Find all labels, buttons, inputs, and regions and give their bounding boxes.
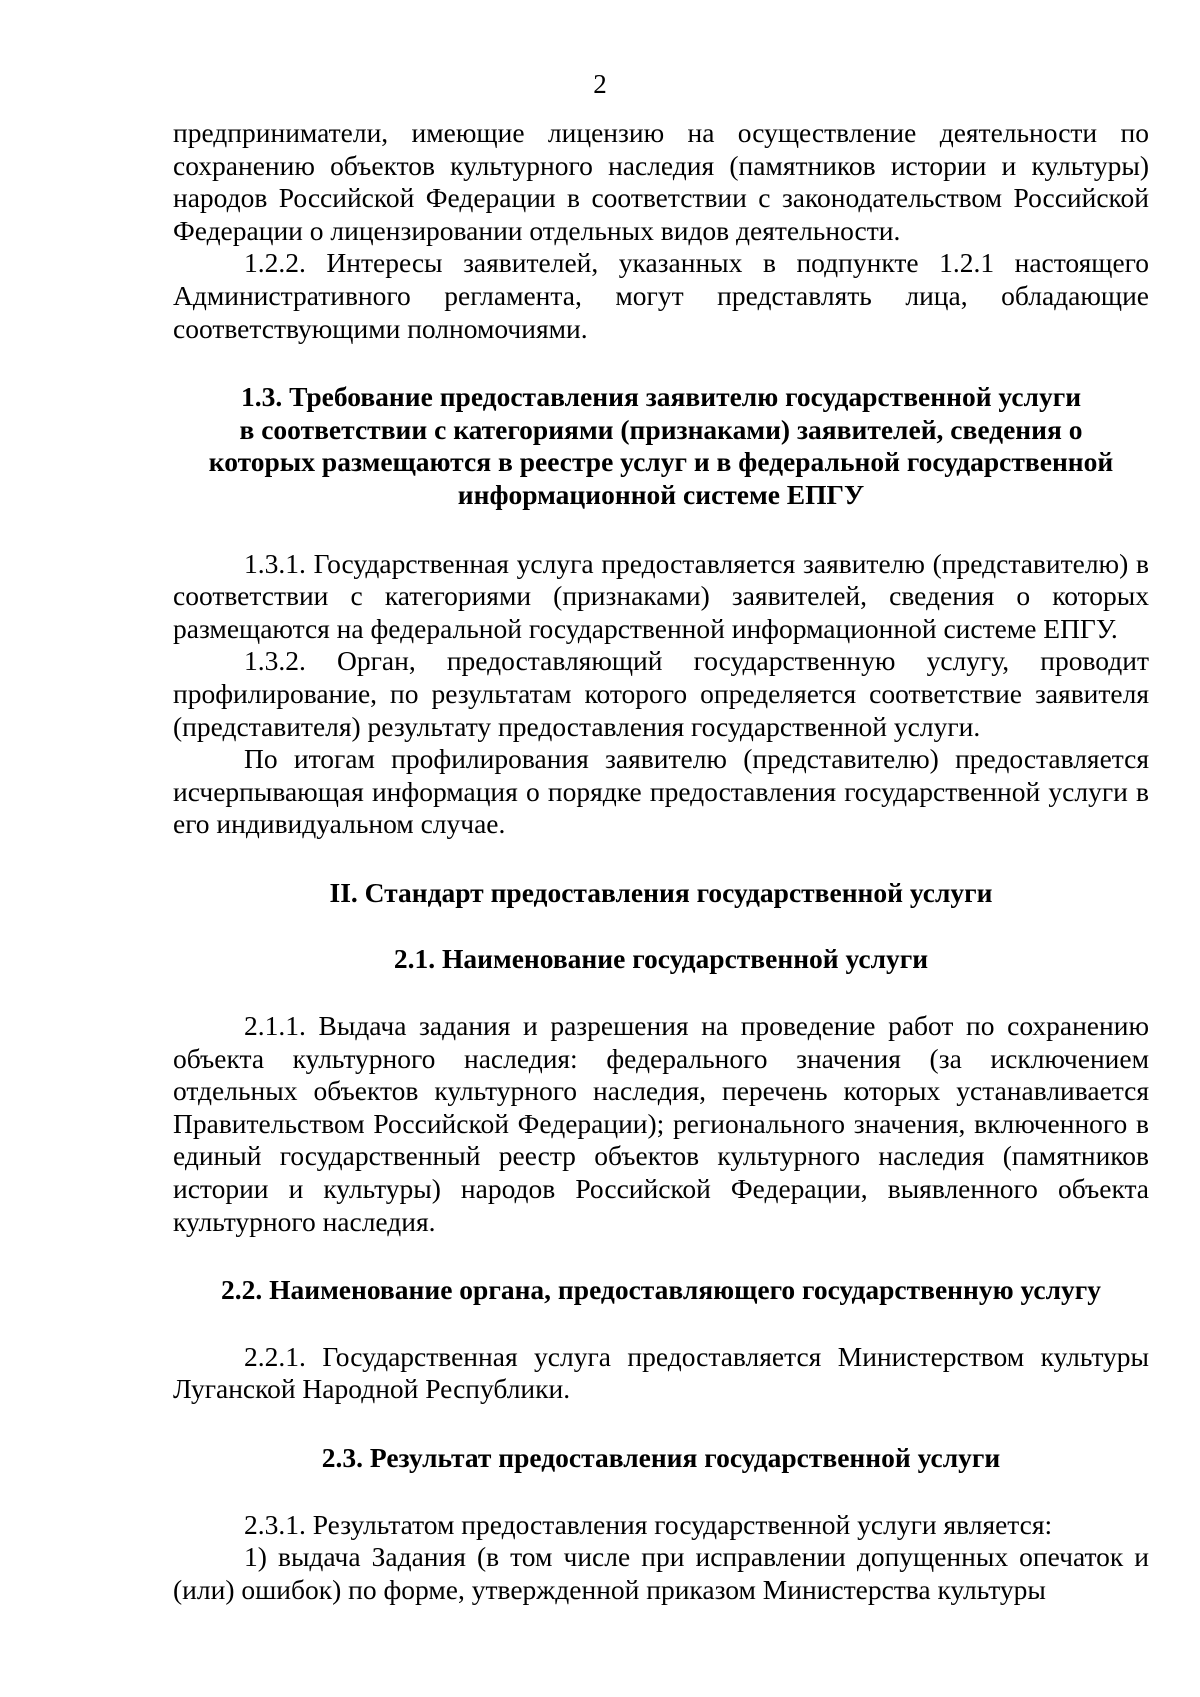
heading-1-3-line-2: в соответствии с категориями (признаками) заявителей, сведения о <box>239 413 1083 445</box>
heading-1-3-line-4: информационной системе ЕПГУ <box>457 478 865 510</box>
paragraph-1-3-2-profiling: По итогам профилирования заявителю (представителю) предоставляется исчерпывающая информация о порядке предоставления государственной услуги в его индивидуальном случае. <box>173 743 1149 840</box>
heading-2-1: 2.1. Наименование государственной услуги <box>393 943 929 975</box>
paragraph-1-2-2: 1.2.2. Интересы заявителей, указанных в подпункте 1.2.1 настоящего Административного регламента, могут представлять лица, обладающие соответствующими полномочиями. <box>173 247 1149 344</box>
heading-section-2: II. Стандарт предоставления государственной услуги <box>329 876 993 908</box>
heading-1-3-line-3: которых размещаются в реестре услуг и в федеральной государственной <box>208 446 1114 478</box>
heading-1-3 <box>173 381 1149 511</box>
paragraph-1-3-1: 1.3.1. Государственная услуга предоставляется заявителю (представителю) в соответствии с категориями (признаками) заявителей, сведения о которых размещаются на федеральной государственной информационной системе ЕПГУ. <box>173 547 1149 644</box>
paragraph-1-3-2: 1.3.2. Орган, предоставляющий государственную услугу, проводит профилирование, по результатам которого определяется соответствие заявителя (представителя) результату предоставления государственной услуги. <box>173 645 1149 742</box>
paragraph-2-2-1: 2.2.1. Государственная услуга предоставляется Министерством культуры Луганской Народной Республики. <box>173 1340 1149 1405</box>
paragraph-2-3-1: 2.3.1. Результатом предоставления государственной услуги является: <box>244 1508 1053 1540</box>
paragraph-2-3-1-item-1: 1) выдача Задания (в том числе при исправлении допущенных опечаток и (или) ошибок) по форме, утвержденной приказом Министерства культуры <box>173 1541 1149 1605</box>
heading-1-3-line-1: 1.3. Требование предоставления заявителю государственной услуги <box>240 381 1082 413</box>
heading-2-2: 2.2. Наименование органа, предоставляющего государственную услугу <box>220 1274 1102 1306</box>
page-number: 2 <box>593 69 607 99</box>
paragraph-2-1-1: 2.1.1. Выдача задания и разрешения на проведение работ по сохранению объекта культурного наследия: федерального значения (за исключением отдельных объектов культурного наследия, перечень которых устанавливается Правительством Российской Федерации); регионального значения, включенного в единый государственный реестр объектов культурного наследия (памятников истории и культуры) народов Российской Федерации, выявленного объекта культурного наследия. <box>173 1010 1149 1237</box>
document-body <box>173 117 1149 1606</box>
heading-2-3: 2.3. Результат предоставления государственной услуги <box>321 1442 1001 1473</box>
paragraph-1-2-1-continued: предприниматели, имеющие лицензию на осуществление деятельности по сохранению объектов культурного наследия (памятников истории и культуры) народов Российской Федерации в соответствии с законодательством Российской Федерации о лицензировании отдельных видов деятельности. <box>173 117 1149 246</box>
